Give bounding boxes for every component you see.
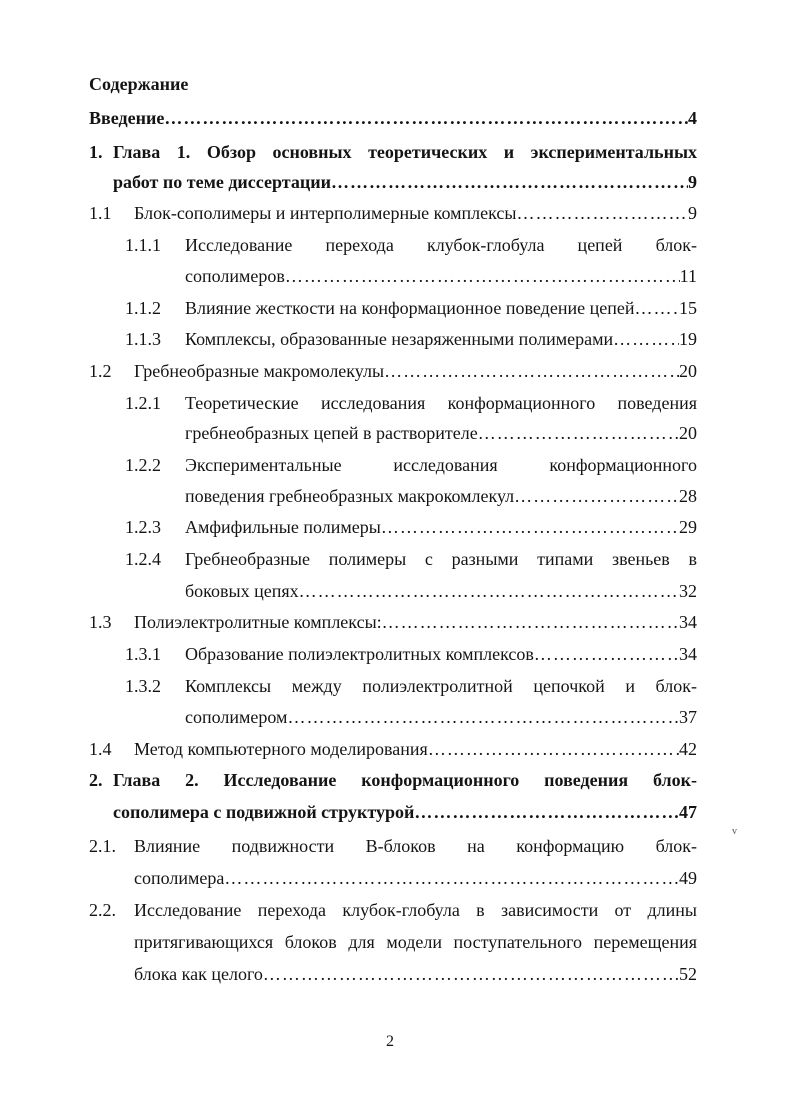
toc-entry-1-2-2-line2: поведения гребнеобразных макрокомлекул ………………………………………………………………………………………………………………………………………………………………………… 28 [185, 484, 697, 508]
toc-entry-1-1-2: Влияние жесткости на конформационное поведение цепей ………………………………………………………………………………………………………………………………………………………………………… 15 [185, 296, 697, 320]
toc-entry-1-1-3: Комплексы, образованные незаряженными полимерами ………………………………………………………………………………………………………………………………………………………………………… 19 [185, 327, 697, 351]
dot-leader [381, 515, 679, 539]
toc-page: 34 [679, 612, 697, 632]
toc-entry-1-4: Метод компьютерного моделирования ………………………………………………………………………………………………………………………………………………………………………… 42 [134, 737, 697, 761]
toc-entry-chapter-2-line1: Глава 2. Исследование конформационного поведения блок- [113, 770, 697, 790]
toc-entry-1-2-1-line2: гребнеобразных цепей в растворителе ………………………………………………………………………………………………………………………………………………………………………… 20 [185, 421, 697, 445]
toc-page: 52 [679, 964, 697, 984]
toc-entry-2-1-line2: сополимера ………………………………………………………………………………………………………………………………………………………………………… 49 [134, 866, 697, 890]
toc-entry-num: 1.1 [89, 203, 112, 223]
toc-page: 42 [679, 739, 697, 759]
toc-page: 20 [679, 361, 697, 381]
toc-entry-num: 1. [89, 142, 103, 162]
dot-leader [534, 642, 679, 666]
toc-entry-num: 1.2.2 [125, 455, 161, 475]
toc-entry-introduction: Введение ………………………………………………………………………………………………………………………………………………………………………… 4 [89, 106, 697, 130]
dot-leader [382, 610, 679, 634]
toc-page: 28 [679, 486, 697, 506]
toc-entry-1-2-2-line1: Экспериментальные исследования конформационного [185, 455, 697, 475]
page-number: 2 [386, 1033, 394, 1050]
toc-entry-1-2: Гребнеобразные макромолекулы ………………………………………………………………………………………………………………………………………………………………………… 20 [134, 359, 697, 383]
toc-entry-1-1-1-line2: сополимеров ………………………………………………………………………………………………………………………………………………………………………… 11 [185, 264, 697, 288]
toc-page: 47 [679, 802, 697, 822]
dot-leader [428, 737, 679, 761]
toc-page: 19 [679, 329, 697, 349]
toc-entry-2-2-line1: Исследование перехода клубок-глобула в зависимости от длины [134, 900, 697, 920]
toc-entry-1-3-2-line1: Комплексы между полиэлектролитной цепочкой и блок- [185, 676, 697, 696]
toc-entry-num: 1.1.1 [125, 235, 161, 255]
toc-entry-2-2-line3: блока как целого ………………………………………………………………………………………………………………………………………………………………………… 52 [134, 962, 697, 986]
dot-leader [634, 296, 679, 320]
toc-entry-num: 1.3 [89, 612, 112, 632]
toc-entry-1-1-1-line1: Исследование перехода клубок-глобула цепей блок- [185, 235, 697, 255]
toc-page: 15 [679, 298, 697, 318]
dot-leader [285, 264, 680, 288]
toc-page: 37 [679, 707, 697, 727]
toc-title: Содержание [89, 74, 189, 94]
toc-entry-num: 1.2.4 [125, 549, 161, 569]
dot-leader [287, 705, 679, 729]
toc-page: 4 [688, 108, 697, 128]
toc-entry-num: 1.4 [89, 739, 112, 759]
toc-entry-chapter-2-line2: сополимера с подвижной структурой ………………………………………………………………………………………………………………………………………………………………………… 47 [113, 800, 697, 824]
toc-page: 11 [679, 266, 697, 286]
toc-entry-1-3: Полиэлектролитные комплексы: ………………………………………………………………………………………………………………………………………………………………………… 34 [134, 610, 697, 634]
dot-leader [299, 579, 679, 603]
toc-entry-chapter-1-line1: Глава 1. Обзор основных теоретических и экспериментальных [113, 142, 697, 162]
toc-entry-1-2-1-line1: Теоретические исследования конформационного поведения [185, 393, 697, 413]
dot-leader [331, 170, 688, 194]
toc-entry-num: 1.2.3 [125, 517, 161, 537]
toc-entry-1-2-3: Амфифильные полимеры ………………………………………………………………………………………………………………………………………………………………………… 29 [185, 515, 697, 539]
dot-leader [224, 866, 679, 890]
toc-entry-1-3-1: Образование полиэлектролитных комплексов ………………………………………………………………………………………………………………………………………………………………………… 34 [185, 642, 697, 666]
toc-entry-num: 1.2.1 [125, 393, 161, 413]
toc-page: 29 [679, 517, 697, 537]
toc-entry-num: 2. [89, 770, 103, 790]
toc-page: 49 [679, 868, 697, 888]
toc-page: 32 [679, 581, 697, 601]
dot-leader [263, 962, 679, 986]
dot-leader [164, 106, 688, 130]
toc-page: 9 [688, 203, 697, 223]
toc-entry-1-3-2-line2: сополимером ………………………………………………………………………………………………………………………………………………………………………… 37 [185, 705, 697, 729]
toc-page: 9 [688, 172, 697, 192]
dot-leader [414, 800, 679, 824]
toc-entry-num: 1.2 [89, 361, 112, 381]
toc-entry-1-2-4-line1: Гребнеобразные полимеры с разными типами звеньев в [185, 549, 697, 569]
dot-leader [517, 201, 688, 225]
dot-leader [384, 359, 679, 383]
toc-entry-num: 1.1.3 [125, 329, 161, 349]
toc-entry-num: 2.2. [89, 900, 116, 920]
toc-entry-1-1: Блок-сополимеры и интерполимерные комплексы ………………………………………………………………………………………………………………………………………………………………………… 9 [134, 201, 697, 225]
toc-page: 20 [679, 423, 697, 443]
toc-page: 34 [679, 644, 697, 664]
toc-entry-2-1-line1: Влияние подвижности B-блоков на конформацию блок- [134, 836, 697, 856]
toc-entry-num: 1.1.2 [125, 298, 161, 318]
toc-entry-num: 2.1. [89, 836, 116, 856]
toc-entry-2-2-line2: притягивающихся блоков для модели поступательного перемещения [134, 932, 697, 952]
dot-leader [514, 484, 679, 508]
margin-mark: v [732, 826, 737, 837]
dot-leader [478, 421, 679, 445]
dot-leader [613, 327, 679, 351]
toc-entry-num: 1.3.2 [125, 676, 161, 696]
toc-entry-num: 1.3.1 [125, 644, 161, 664]
toc-entry-1-2-4-line2: боковых цепях ………………………………………………………………………………………………………………………………………………………………………… 32 [185, 579, 697, 603]
toc-entry-chapter-1-line2: работ по теме диссертации ………………………………………………………………………………………………………………………………………………………………………… 9 [113, 170, 697, 194]
